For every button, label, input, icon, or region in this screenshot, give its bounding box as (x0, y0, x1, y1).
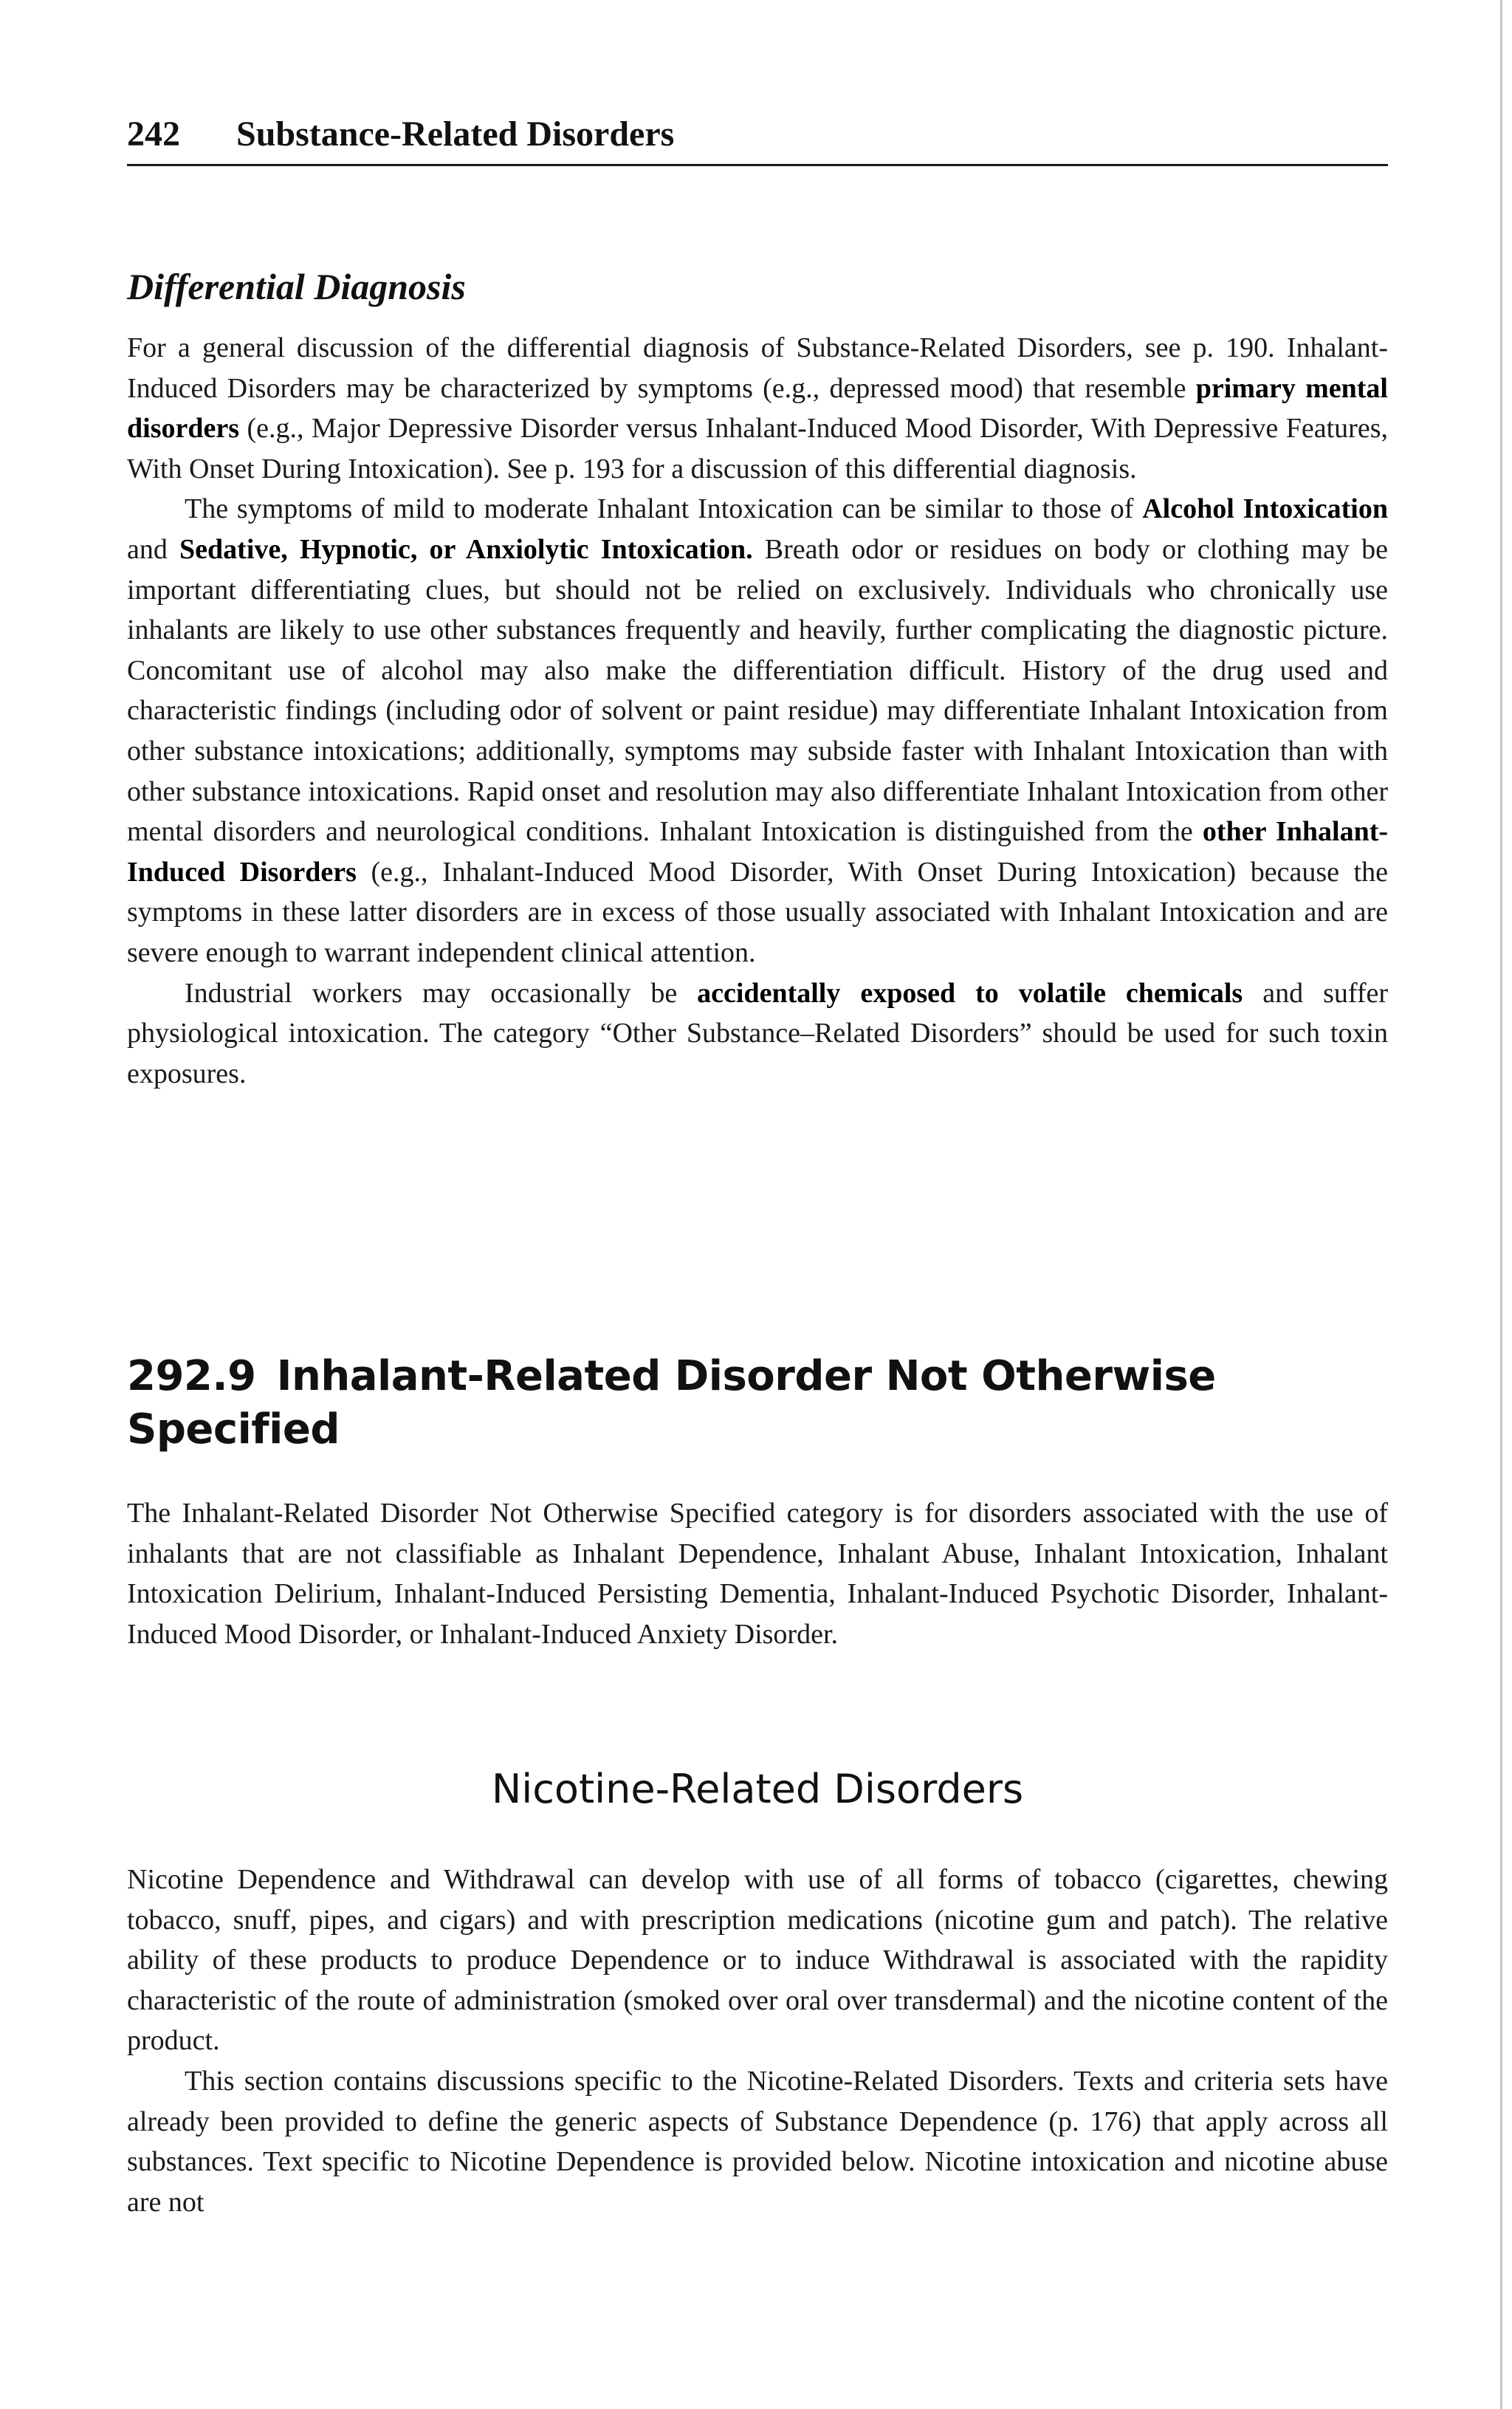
differential-paragraph-1: For a general discussion of the differential diagnosis of Substance-Related Disorders, see p. 190. Inhalant-Induced Disorders may be characterized by symptoms (e.g., depressed mood) that resemble primary mental disorders (e.g., Major Depressive Disorder versus Inhalant-Induced Mood Disorder, With Depressive Features, With Onset During Intoxication). See p. 193 for a discussion of this differential diagnosis. (127, 332, 1388, 484)
differential-paragraph-3: Industrial workers may occasionally be accidentally exposed to volatile chemicals and suffer physiological intoxication. The category “Other Substance–Related Disorders” should be used for such toxin exposures. (127, 977, 1388, 1089)
nos-paragraph: The Inhalant-Related Disorder Not Otherwise Specified category is for disorders associated with the use of inhalants that are not classifiable as Inhalant Dependence, Inhalant Abuse, Inhalant Intoxication, Inhalant Intoxication Delirium, Inhalant-Induced Persisting Dementia, Inhalant-Induced Psychotic Disorder, Inhalant-Induced Mood Disorder, or Inhalant-Induced Anxiety Disorder. (127, 1498, 1388, 1650)
bold-term: other Inhalant-Induced Disorders (127, 816, 1389, 888)
page-edge-shadow (1500, 0, 1502, 2409)
running-title: Substance-Related Disorders (236, 114, 675, 154)
running-header (127, 112, 1382, 157)
nicotine-paragraph-2: This section contains discussions specific to the Nicotine-Related Disorders. Texts and criteria sets have already been provided to define the generic aspects of Substance Dependence (p. 176) that apply across all substances. Text specific to Nicotine Dependence is provided below. Nicotine intoxication and nicotine abuse are not (127, 2065, 1388, 2218)
nos-heading (127, 1350, 1388, 1456)
differential-paragraph-2: The symptoms of mild to moderate Inhalant Intoxication can be similar to those of Alcohol Intoxication and Sedative, Hypnotic, or Anxiolytic Intoxication. Breath odor or residues on body or clothing may be important differentiating clues, but should not be relied on exclusively. Individuals who chronically use inhalants are likely to use other substances frequently and heavily, further complicating the diagnostic picture. Concomitant use of alcohol may also make the differentiation difficult. History of the drug used and characteristic findings (including odor of solvent or paint residue) may differentiate Inhalant Intoxication from other substance intoxications; additionally, symptoms may subside faster with Inhalant Intoxication than with other substance intoxications. Rapid onset and resolution may also differentiate Inhalant Intoxication from other mental disorders and neurological conditions. Inhalant Intoxication is distinguished from the other Inhalant-Induced Disorders (e.g., Inhalant-Induced Mood Disorder, With Onset During Intoxication) because the symptoms in these latter disorders are in excess of those usually associated with Inhalant Intoxication and are severe enough to warrant independent clinical attention. (127, 493, 1389, 968)
nicotine-section (127, 1764, 1388, 2222)
bold-term: primary mental disorders (127, 372, 1388, 445)
bold-term: Alcohol Intoxication (1142, 493, 1388, 525)
nicotine-paragraph-1: Nicotine Dependence and Withdrawal can develop with use of all forms of tobacco (cigarettes, chewing tobacco, snuff, pipes, and cigars) and with prescription medications (nicotine gum and patch). The relative ability of these products to produce Dependence or to induce Withdrawal is associated with the rapidity characteristic of the route of administration (smoked over oral over transdermal) and the nicotine content of the product. (127, 1864, 1388, 2057)
nos-title: Inhalant-Related Disorder Not Otherwise Specified (127, 1352, 1216, 1453)
differential-diagnosis-heading: Differential Diagnosis (127, 266, 466, 307)
bold-term: accidentally exposed to volatile chemicals (697, 977, 1243, 1009)
header-rule (127, 164, 1388, 166)
nicotine-heading: Nicotine-Related Disorders (491, 1766, 1024, 1812)
bold-term: Sedative, Hypnotic, or Anxiolytic Intoxication. (179, 533, 753, 565)
nos-section (127, 1350, 1388, 1654)
diagnostic-code: 292.9 (127, 1352, 256, 1400)
differential-diagnosis-section (127, 264, 1388, 1094)
page-number: 242 (127, 114, 180, 154)
